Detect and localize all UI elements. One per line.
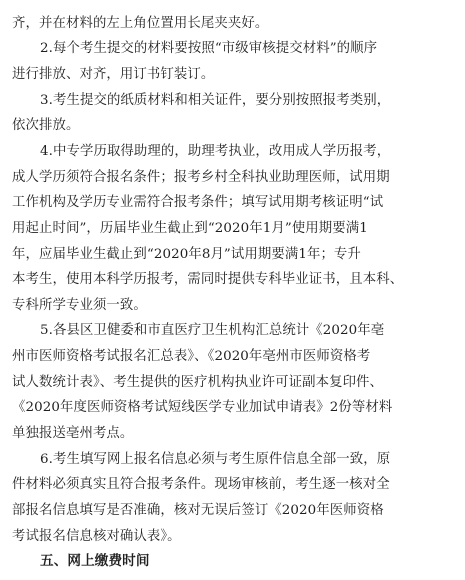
text-line: 单独报送亳州考点。 <box>12 426 134 441</box>
text-line: 用起止时间”，历届毕业生截止到“2020年1月”使用期要满1 <box>12 220 368 236</box>
text-line: 试人数统计表》、考生提供的医疗机构执业许可证副本复印件、 <box>12 374 384 390</box>
text-line: 年，应届毕业生截止到“2020年8月”试用期要满1年；专升 <box>12 246 361 262</box>
text-line: 依次排放。 <box>12 118 80 134</box>
text-line: 成人学历须符合报名条件；报考乡村全科执业助理医师，试用期 <box>12 169 390 185</box>
text-line: 件材料必须真实且符合报考条件。现场审核前，考生逐一核对全 <box>12 477 390 493</box>
text-line: 《2020年度医师资格考试短线医学专业加试申请表》2份等材料 <box>12 400 393 416</box>
text-line: 考试报名信息核对确认表》。 <box>12 528 181 544</box>
text-line: 本考生，使用本科学历报考，需同时提供专科毕业证书，且本科、 <box>12 272 404 288</box>
text-line: 6.考生填写网上报名信息必须与考生原件信息全部一致，原 <box>40 451 391 467</box>
text-line: 进行排放、对齐，用订书钉装订。 <box>12 67 215 83</box>
text-line: 专科所学专业须一致。 <box>12 297 147 313</box>
text-line: 州市医师资格考试报名汇总表》、《2020年亳州市医师资格考 <box>12 349 371 365</box>
text-line: 5.各县区卫健委和市直医疗卫生机构汇总统计《2020年亳 <box>40 323 385 339</box>
text-line: 部报名信息填写是否准确，核对无误后签订《2020年医师资格 <box>12 502 384 518</box>
text-line: 齐，并在材料的左上角位置用长尾夹夹好。 <box>12 15 269 31</box>
text-line: 4.中专学历取得助理的，助理考执业，改用成人学历报考， <box>40 144 391 159</box>
text-line: 3.考生提交的纸质材料和相关证件，要分别按照报考类别， <box>40 92 391 108</box>
text-line: 2.每个考生提交的材料要按照“市级审核提交材料”的顺序 <box>40 41 378 57</box>
section-heading: 五、网上缴费时间 <box>40 553 150 570</box>
text-line: 工作机构及学历专业需符合报考条件；填写试用期考核证明“试 <box>12 195 384 211</box>
